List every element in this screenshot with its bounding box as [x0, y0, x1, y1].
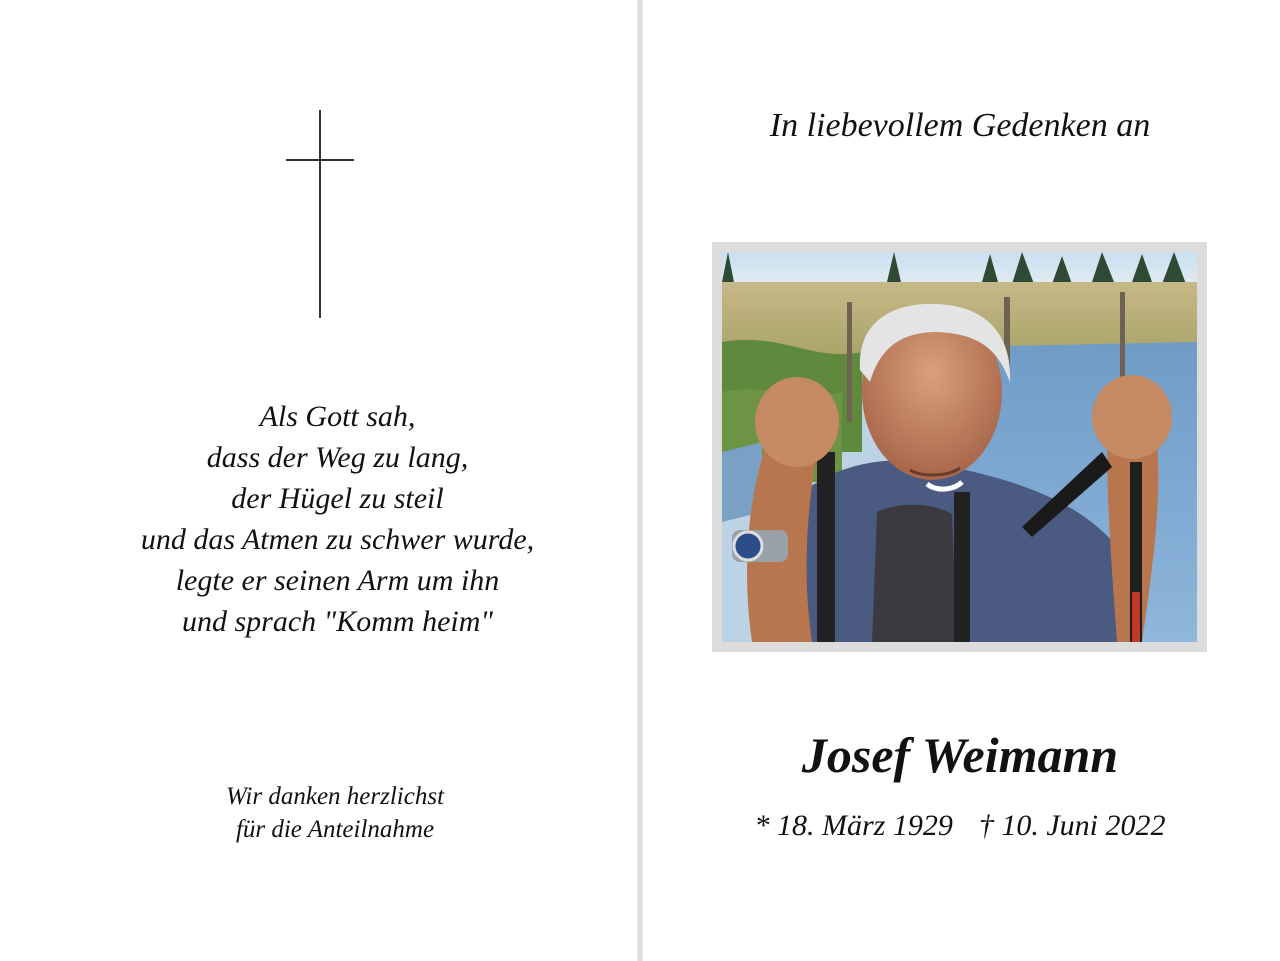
thanks-line: Wir danken herzlichst — [225, 783, 445, 810]
poem-line: dass der Weg zu lang, — [206, 441, 469, 474]
poem-line: und das Atmen zu schwer wurde, — [140, 523, 535, 556]
deceased-name: Josef Weimann — [801, 727, 1119, 783]
cross-icon — [286, 110, 354, 318]
portrait-frame — [712, 242, 1207, 652]
thanks-note — [160, 780, 510, 846]
memorial-heading: In liebevollem Gedenken an — [769, 107, 1151, 144]
life-dates — [690, 806, 1230, 846]
poem-line: legte er seinen Arm um ihn — [175, 564, 500, 597]
poem-line: und sprach "Komm heim" — [181, 605, 493, 638]
card-fold — [637, 0, 643, 961]
poem-line: Als Gott sah, — [259, 400, 416, 433]
thanks-line: für die Anteilnahme — [235, 816, 435, 843]
birth-date: * 18. März 1929 — [754, 809, 953, 842]
poem — [60, 396, 615, 642]
poem-line: der Hügel zu steil — [231, 482, 444, 515]
portrait-photo — [722, 252, 1197, 642]
cross-vertical-bar — [319, 110, 321, 318]
left-page — [0, 0, 637, 961]
death-date: † 10. Juni 2022 — [978, 809, 1166, 842]
cross-horizontal-bar — [286, 159, 354, 161]
